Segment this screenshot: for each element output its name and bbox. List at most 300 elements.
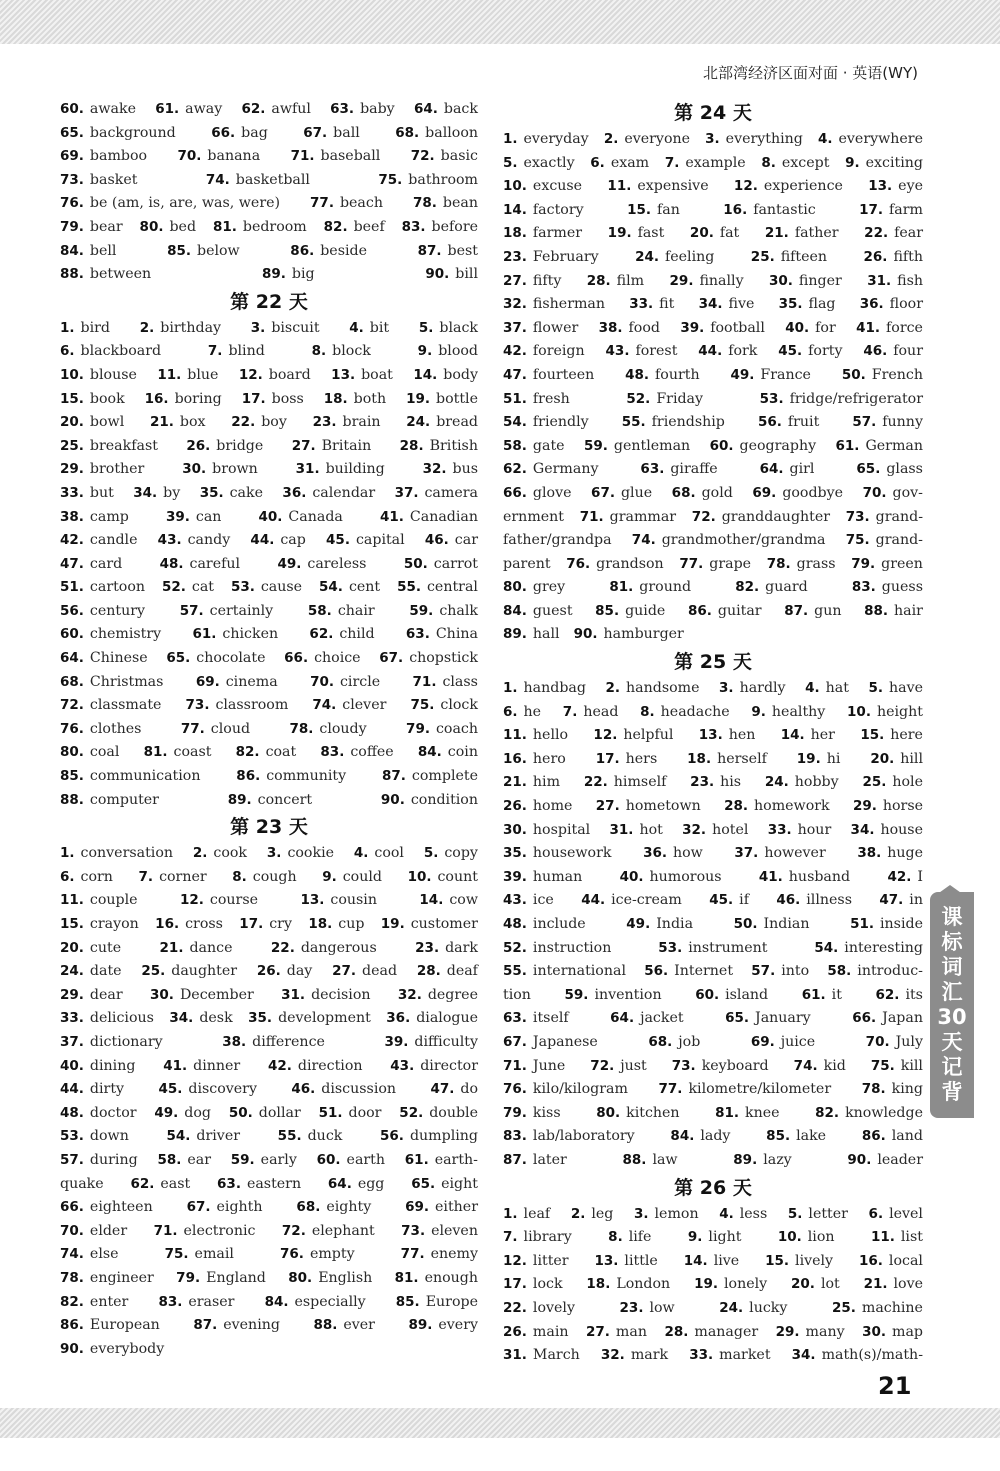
entry-word: candy bbox=[187, 532, 231, 549]
entry-number: 16. bbox=[503, 750, 527, 767]
entry-number: 63. bbox=[217, 1175, 241, 1192]
entry-word: bean bbox=[442, 195, 478, 212]
entry-word: factory bbox=[532, 201, 584, 218]
entry-number: 7. bbox=[664, 154, 680, 171]
entry-number: 42. bbox=[60, 532, 84, 549]
entry-number: 74. bbox=[312, 697, 337, 714]
entry-number: 47. bbox=[503, 366, 527, 383]
vocab-line bbox=[503, 1055, 923, 1079]
entry-word: duck bbox=[307, 1128, 343, 1145]
vocab-entry bbox=[418, 240, 478, 264]
vocab-entry bbox=[398, 984, 478, 1008]
entry-number: 40. bbox=[619, 868, 644, 885]
entry-number: 57. bbox=[60, 1151, 84, 1168]
entry-word: cartoon bbox=[89, 579, 146, 596]
entry-number: 32. bbox=[397, 986, 422, 1003]
vocab-entry bbox=[879, 889, 923, 913]
entry-word: dangerous bbox=[300, 939, 377, 956]
entry-number: 79. bbox=[851, 555, 876, 572]
vocab-entry bbox=[331, 364, 393, 388]
entry-word: exciting bbox=[865, 154, 923, 171]
entry-number: 48. bbox=[625, 366, 650, 383]
vocab-entry bbox=[864, 222, 923, 246]
entry-number: 78. bbox=[766, 555, 791, 572]
vocab-entry bbox=[60, 1102, 137, 1126]
vocab-line bbox=[503, 1102, 923, 1126]
entry-number: 77. bbox=[679, 555, 704, 572]
vocab-entry bbox=[160, 937, 233, 961]
vocab-line bbox=[60, 623, 478, 647]
vocab-line bbox=[60, 889, 478, 913]
vocab-entry bbox=[292, 435, 372, 459]
vocab-line bbox=[503, 1273, 923, 1297]
vocab-entry bbox=[60, 694, 161, 718]
entry-number: 12. bbox=[593, 727, 618, 744]
vocab-line bbox=[503, 553, 923, 577]
vocab-entry bbox=[60, 506, 129, 530]
entry-word: fifth bbox=[893, 248, 923, 265]
entry-word: especially bbox=[294, 1293, 366, 1310]
vocab-entry bbox=[395, 1267, 478, 1291]
vocab-entry bbox=[850, 913, 923, 937]
vocab-entry bbox=[250, 529, 305, 553]
vocab-line bbox=[503, 795, 923, 819]
entry-word: huge bbox=[887, 845, 923, 862]
vocab-entry bbox=[60, 240, 116, 264]
vocab-entry bbox=[868, 175, 923, 199]
entry-number: 81. bbox=[143, 744, 168, 761]
entry-word: cup bbox=[338, 916, 365, 932]
entry-number: 84. bbox=[670, 1128, 695, 1145]
vocab-entry bbox=[60, 553, 122, 577]
entry-word: four bbox=[893, 343, 923, 360]
vocab-entry bbox=[851, 819, 923, 843]
entry-word: hero bbox=[532, 750, 566, 767]
entry-word: egg bbox=[357, 1175, 385, 1192]
entry-word: discovery bbox=[188, 1081, 257, 1098]
vocab-entry bbox=[395, 482, 478, 506]
entry-word: exam bbox=[610, 154, 650, 171]
day-heading: 第 24 天 bbox=[674, 102, 752, 124]
vocab-entry bbox=[710, 435, 817, 459]
entry-word: in bbox=[909, 892, 923, 909]
vocab-entry bbox=[418, 340, 478, 364]
vocab-entry bbox=[794, 1055, 846, 1079]
entry-number: 46. bbox=[776, 892, 801, 909]
entry-number: 6. bbox=[868, 1205, 884, 1222]
entry-word: fish bbox=[897, 272, 923, 289]
vocab-entry bbox=[349, 317, 389, 341]
entry-number: 55. bbox=[503, 963, 527, 980]
word-continuation: tion bbox=[503, 986, 531, 1003]
entry-word: cook bbox=[213, 845, 248, 862]
entry-number: 29. bbox=[669, 272, 694, 289]
vocab-entry bbox=[232, 866, 296, 890]
entry-number: 20. bbox=[60, 939, 84, 956]
entry-number: 39. bbox=[680, 319, 705, 336]
vocab-entry bbox=[648, 1031, 700, 1055]
vocab-entry bbox=[719, 677, 786, 701]
entry-number: 19. bbox=[607, 225, 632, 242]
entry-number: 1. bbox=[503, 1205, 518, 1222]
entry-word: height bbox=[876, 703, 923, 720]
entry-word: chopstick bbox=[409, 650, 478, 667]
entry-number: 43. bbox=[390, 1057, 415, 1074]
vocab-entry bbox=[733, 1149, 791, 1173]
vocab-entry bbox=[610, 1007, 683, 1031]
word-continuation: father/grandpa bbox=[503, 532, 612, 549]
vocab-entry bbox=[766, 1125, 826, 1149]
entry-number: 71. bbox=[412, 673, 437, 690]
entry-word: cent bbox=[348, 579, 381, 596]
entry-word: its bbox=[905, 986, 923, 1003]
entry-word: fast bbox=[637, 225, 665, 242]
entry-number: 21. bbox=[863, 1276, 888, 1293]
vocab-entry bbox=[231, 576, 302, 600]
entry-number: 60. bbox=[60, 626, 84, 643]
entry-number: 75. bbox=[378, 171, 403, 188]
entry-number: 54. bbox=[319, 579, 343, 596]
vocab-entry bbox=[213, 216, 307, 240]
vocab-entry bbox=[815, 1102, 923, 1126]
day-heading: 第 23 天 bbox=[230, 816, 308, 839]
entry-number: 4. bbox=[349, 319, 364, 336]
vocab-entry bbox=[503, 1078, 628, 1102]
entry-number: 73. bbox=[845, 508, 870, 525]
entry-number: 29. bbox=[852, 798, 877, 815]
entry-number: 83. bbox=[401, 218, 426, 235]
entry-word: camera bbox=[424, 484, 478, 501]
vocab-entry bbox=[60, 937, 121, 961]
entry-word: corn bbox=[80, 868, 113, 885]
entry-word: European bbox=[89, 1317, 160, 1334]
vocab-line bbox=[503, 458, 923, 482]
entry-word: down bbox=[89, 1128, 129, 1145]
entry-word: eighteen bbox=[89, 1199, 153, 1216]
vocab-entry bbox=[166, 647, 265, 671]
vocab-entry bbox=[699, 724, 756, 748]
vocab-line bbox=[503, 771, 923, 795]
entry-number: 38. bbox=[60, 508, 84, 525]
vocab-entry bbox=[759, 866, 850, 890]
entry-word: but bbox=[89, 484, 114, 501]
vocab-entry bbox=[60, 1149, 138, 1173]
entry-word: kitchen bbox=[626, 1104, 680, 1121]
entry-number: 22. bbox=[503, 1299, 527, 1316]
entry-number: 67. bbox=[186, 1199, 211, 1216]
vocab-entry bbox=[251, 317, 320, 341]
entry-number: 24. bbox=[406, 414, 431, 431]
entry-word: here bbox=[890, 727, 923, 744]
vocab-entry bbox=[60, 889, 138, 913]
vocab-entry bbox=[503, 199, 584, 223]
vocab-entry bbox=[503, 246, 599, 270]
entry-word: forest bbox=[635, 343, 678, 360]
entry-word: king bbox=[891, 1081, 923, 1098]
vocab-entry bbox=[308, 600, 375, 624]
vocab-entry bbox=[60, 1196, 153, 1220]
entry-word: hour bbox=[797, 821, 832, 838]
vocab-line bbox=[60, 122, 478, 146]
entry-word: coffee bbox=[350, 744, 394, 761]
entry-word: how bbox=[672, 845, 703, 862]
vocab-entry bbox=[670, 1125, 730, 1149]
vocab-entry bbox=[180, 889, 258, 913]
entry-number: 68. bbox=[395, 124, 420, 141]
vocab-line bbox=[60, 913, 478, 937]
vocab-entry bbox=[862, 1125, 923, 1149]
vocab-line bbox=[503, 819, 923, 843]
entry-word: Indian bbox=[763, 916, 810, 932]
vocab-entry bbox=[322, 866, 382, 890]
entry-number: 20. bbox=[791, 1276, 815, 1293]
vocab-entry bbox=[187, 1196, 263, 1220]
entry-word: email bbox=[194, 1246, 234, 1263]
entry-number: 16. bbox=[144, 390, 169, 407]
vocab-entry bbox=[788, 1203, 848, 1227]
vocab-entry bbox=[60, 1125, 129, 1149]
entry-number: 34. bbox=[169, 1010, 194, 1027]
entry-number: 12. bbox=[503, 1252, 527, 1269]
vocab-entry bbox=[684, 1250, 739, 1274]
entry-number: 90. bbox=[573, 626, 598, 643]
vocab-entry bbox=[430, 1078, 478, 1102]
vocab-entry bbox=[423, 458, 478, 482]
entry-number: 66. bbox=[211, 124, 236, 141]
vocab-entry bbox=[724, 795, 830, 819]
vocab-entry bbox=[310, 671, 380, 695]
entry-number: 45. bbox=[326, 532, 350, 549]
entry-number: 22. bbox=[231, 414, 256, 431]
entry-word: gun bbox=[814, 602, 842, 619]
entry-number: 59. bbox=[564, 986, 589, 1003]
entry-number: 78. bbox=[289, 720, 314, 737]
entry-number: 48. bbox=[503, 916, 527, 932]
entry-word: cry bbox=[269, 916, 292, 932]
vocab-line bbox=[503, 1321, 923, 1345]
vocab-entry bbox=[60, 1338, 164, 1362]
vocab-entry bbox=[640, 701, 730, 725]
entry-word: blind bbox=[228, 343, 265, 360]
entry-number: 86. bbox=[687, 602, 712, 619]
vocab-entry bbox=[853, 795, 923, 819]
entry-word: ear bbox=[187, 1151, 211, 1168]
entry-word: interesting bbox=[844, 939, 923, 956]
vocab-entry bbox=[606, 340, 678, 364]
vocab-entry bbox=[217, 1173, 301, 1197]
entry-word: blue bbox=[187, 366, 219, 383]
vocab-entry bbox=[620, 866, 722, 890]
entry-word: lock bbox=[532, 1276, 563, 1293]
vocab-entry bbox=[231, 1149, 297, 1173]
entry-word: fantastic bbox=[753, 201, 816, 218]
entry-number: 69. bbox=[60, 148, 84, 165]
vocab-entry bbox=[862, 1078, 923, 1102]
entry-word: beef bbox=[353, 218, 385, 235]
vocab-line bbox=[60, 216, 478, 240]
entry-word: can bbox=[195, 508, 222, 525]
vocab-entry bbox=[60, 765, 200, 789]
vocab-entry bbox=[410, 694, 478, 718]
vocab-entry bbox=[643, 842, 703, 866]
entry-word: earth- bbox=[434, 1151, 478, 1168]
side-tab-char: 背 bbox=[941, 1080, 963, 1104]
vocab-entry bbox=[610, 819, 663, 843]
vocab-entry bbox=[289, 718, 366, 742]
entry-number: 14. bbox=[683, 1252, 708, 1269]
entry-number: 32. bbox=[600, 1347, 625, 1364]
entry-number: 4. bbox=[353, 845, 369, 862]
vocab-line bbox=[503, 506, 923, 530]
vocab-entry bbox=[182, 458, 258, 482]
vocab-entry bbox=[60, 98, 136, 122]
entry-number: 55. bbox=[621, 414, 646, 431]
entry-word: eastern bbox=[246, 1175, 302, 1192]
entry-word: computer bbox=[89, 791, 159, 808]
entry-number: 75. bbox=[845, 532, 870, 549]
entry-word: June bbox=[532, 1057, 566, 1074]
entry-word: goodbye bbox=[782, 484, 844, 501]
vocab-entry bbox=[277, 553, 366, 577]
entry-word: dog bbox=[184, 1104, 212, 1121]
vocab-line bbox=[503, 1226, 923, 1250]
side-tab-char: 课 bbox=[941, 905, 963, 929]
entry-word: Chinese bbox=[89, 650, 148, 667]
vocab-entry bbox=[503, 458, 599, 482]
entry-number: 36. bbox=[643, 845, 667, 862]
entry-number: 5. bbox=[418, 319, 434, 336]
entry-word: empty bbox=[309, 1246, 355, 1263]
entry-number: 73. bbox=[401, 1222, 426, 1239]
entry-number: 87. bbox=[382, 768, 406, 785]
vocab-entry bbox=[419, 317, 478, 341]
vocab-entry bbox=[60, 145, 147, 169]
entry-word: crayon bbox=[89, 916, 139, 932]
entry-word: everybody bbox=[89, 1340, 165, 1357]
vocab-entry bbox=[60, 1055, 135, 1079]
vocab-entry bbox=[267, 842, 334, 866]
entry-word: century bbox=[89, 602, 146, 619]
entry-number: 27. bbox=[595, 798, 620, 815]
vocab-entry bbox=[503, 1149, 567, 1173]
entry-number: 62. bbox=[309, 626, 334, 643]
vocab-entry bbox=[761, 152, 829, 176]
vocab-entry bbox=[503, 293, 605, 317]
vocab-entry bbox=[60, 388, 125, 412]
entry-word: hometown bbox=[625, 798, 701, 815]
entry-word: December bbox=[179, 986, 254, 1003]
vocab-entry bbox=[181, 718, 250, 742]
vocab-entry bbox=[599, 317, 660, 341]
entry-number: 24. bbox=[635, 248, 660, 265]
entry-number: 64. bbox=[413, 101, 438, 117]
entry-number: 68. bbox=[648, 1033, 673, 1050]
entry-number: 89. bbox=[261, 266, 286, 283]
entry-number: 85. bbox=[167, 242, 191, 259]
vocab-entry bbox=[832, 1297, 923, 1321]
entry-word: hamburger bbox=[603, 626, 684, 643]
entry-number: 64. bbox=[759, 461, 784, 478]
vocab-entry bbox=[871, 1226, 923, 1250]
vocab-entry bbox=[222, 1031, 325, 1055]
book-title: 北部湾经济区面对面 · 英语(WY) bbox=[702, 64, 918, 82]
vocab-entry bbox=[640, 458, 717, 482]
entry-number: 67. bbox=[591, 484, 615, 501]
entry-number: 26. bbox=[863, 248, 888, 265]
entry-number: 21. bbox=[764, 225, 789, 242]
vocab-line bbox=[60, 866, 478, 890]
entry-word: headache bbox=[660, 703, 730, 720]
entry-number: 49. bbox=[277, 555, 302, 572]
vocab-entry bbox=[418, 741, 478, 765]
entry-number: 33. bbox=[629, 296, 654, 313]
vocab-line bbox=[60, 647, 478, 671]
vocab-entry bbox=[503, 1344, 580, 1368]
entry-word: hers bbox=[625, 750, 658, 767]
vocab-entry bbox=[60, 192, 280, 216]
entry-number: 16. bbox=[723, 201, 748, 218]
vocab-entry bbox=[144, 741, 212, 765]
vocab-entry bbox=[503, 411, 589, 435]
vocab-entry bbox=[229, 1102, 301, 1126]
entry-word: hill bbox=[900, 750, 923, 767]
entry-number: 11. bbox=[60, 892, 84, 909]
vocab-entry bbox=[765, 222, 839, 246]
entry-word: eraser bbox=[188, 1293, 235, 1310]
vocab-entry bbox=[332, 960, 397, 984]
entry-number: 82. bbox=[60, 1293, 84, 1310]
entry-number: 72. bbox=[281, 1222, 306, 1239]
entry-word: class bbox=[442, 673, 478, 690]
entry-number: 5. bbox=[868, 680, 883, 697]
vocab-line bbox=[60, 98, 478, 122]
entry-number: 68. bbox=[60, 673, 84, 690]
entry-number: 80. bbox=[60, 744, 84, 761]
vocab-entry bbox=[330, 98, 395, 122]
entry-number: 44. bbox=[60, 1081, 84, 1098]
entry-number: 67. bbox=[503, 1033, 527, 1050]
entry-word: fisherman bbox=[532, 296, 606, 313]
entry-number: 2. bbox=[139, 319, 155, 336]
vocab-entry bbox=[291, 145, 381, 169]
entry-number: 31. bbox=[867, 272, 892, 289]
entry-word: Japanese bbox=[532, 1033, 598, 1050]
vocab-entry bbox=[846, 529, 923, 553]
entry-number: 73. bbox=[185, 697, 210, 714]
entry-word: flower bbox=[532, 319, 579, 336]
entry-number: 34. bbox=[850, 821, 875, 838]
vocab-entry bbox=[503, 1007, 569, 1031]
vocab-line bbox=[503, 913, 923, 937]
entry-word: dark bbox=[445, 939, 478, 956]
entry-number: 27. bbox=[291, 437, 316, 454]
vocab-entry bbox=[596, 1102, 679, 1126]
entry-word: finger bbox=[798, 272, 842, 289]
entry-number: 19. bbox=[406, 390, 431, 407]
vocab-entry bbox=[814, 937, 923, 961]
entry-number: 5. bbox=[503, 154, 518, 171]
vocab-entry bbox=[155, 98, 222, 122]
entry-number: 76. bbox=[566, 555, 591, 572]
entry-number: 23. bbox=[415, 939, 440, 956]
entry-number: 26. bbox=[503, 798, 527, 815]
entry-word: Britain bbox=[321, 437, 372, 454]
vocab-line bbox=[60, 1149, 478, 1173]
entry-word: coast bbox=[173, 744, 212, 761]
entry-number: 63. bbox=[330, 101, 355, 117]
entry-number: 45. bbox=[158, 1081, 183, 1098]
vocab-entry bbox=[313, 1314, 375, 1338]
